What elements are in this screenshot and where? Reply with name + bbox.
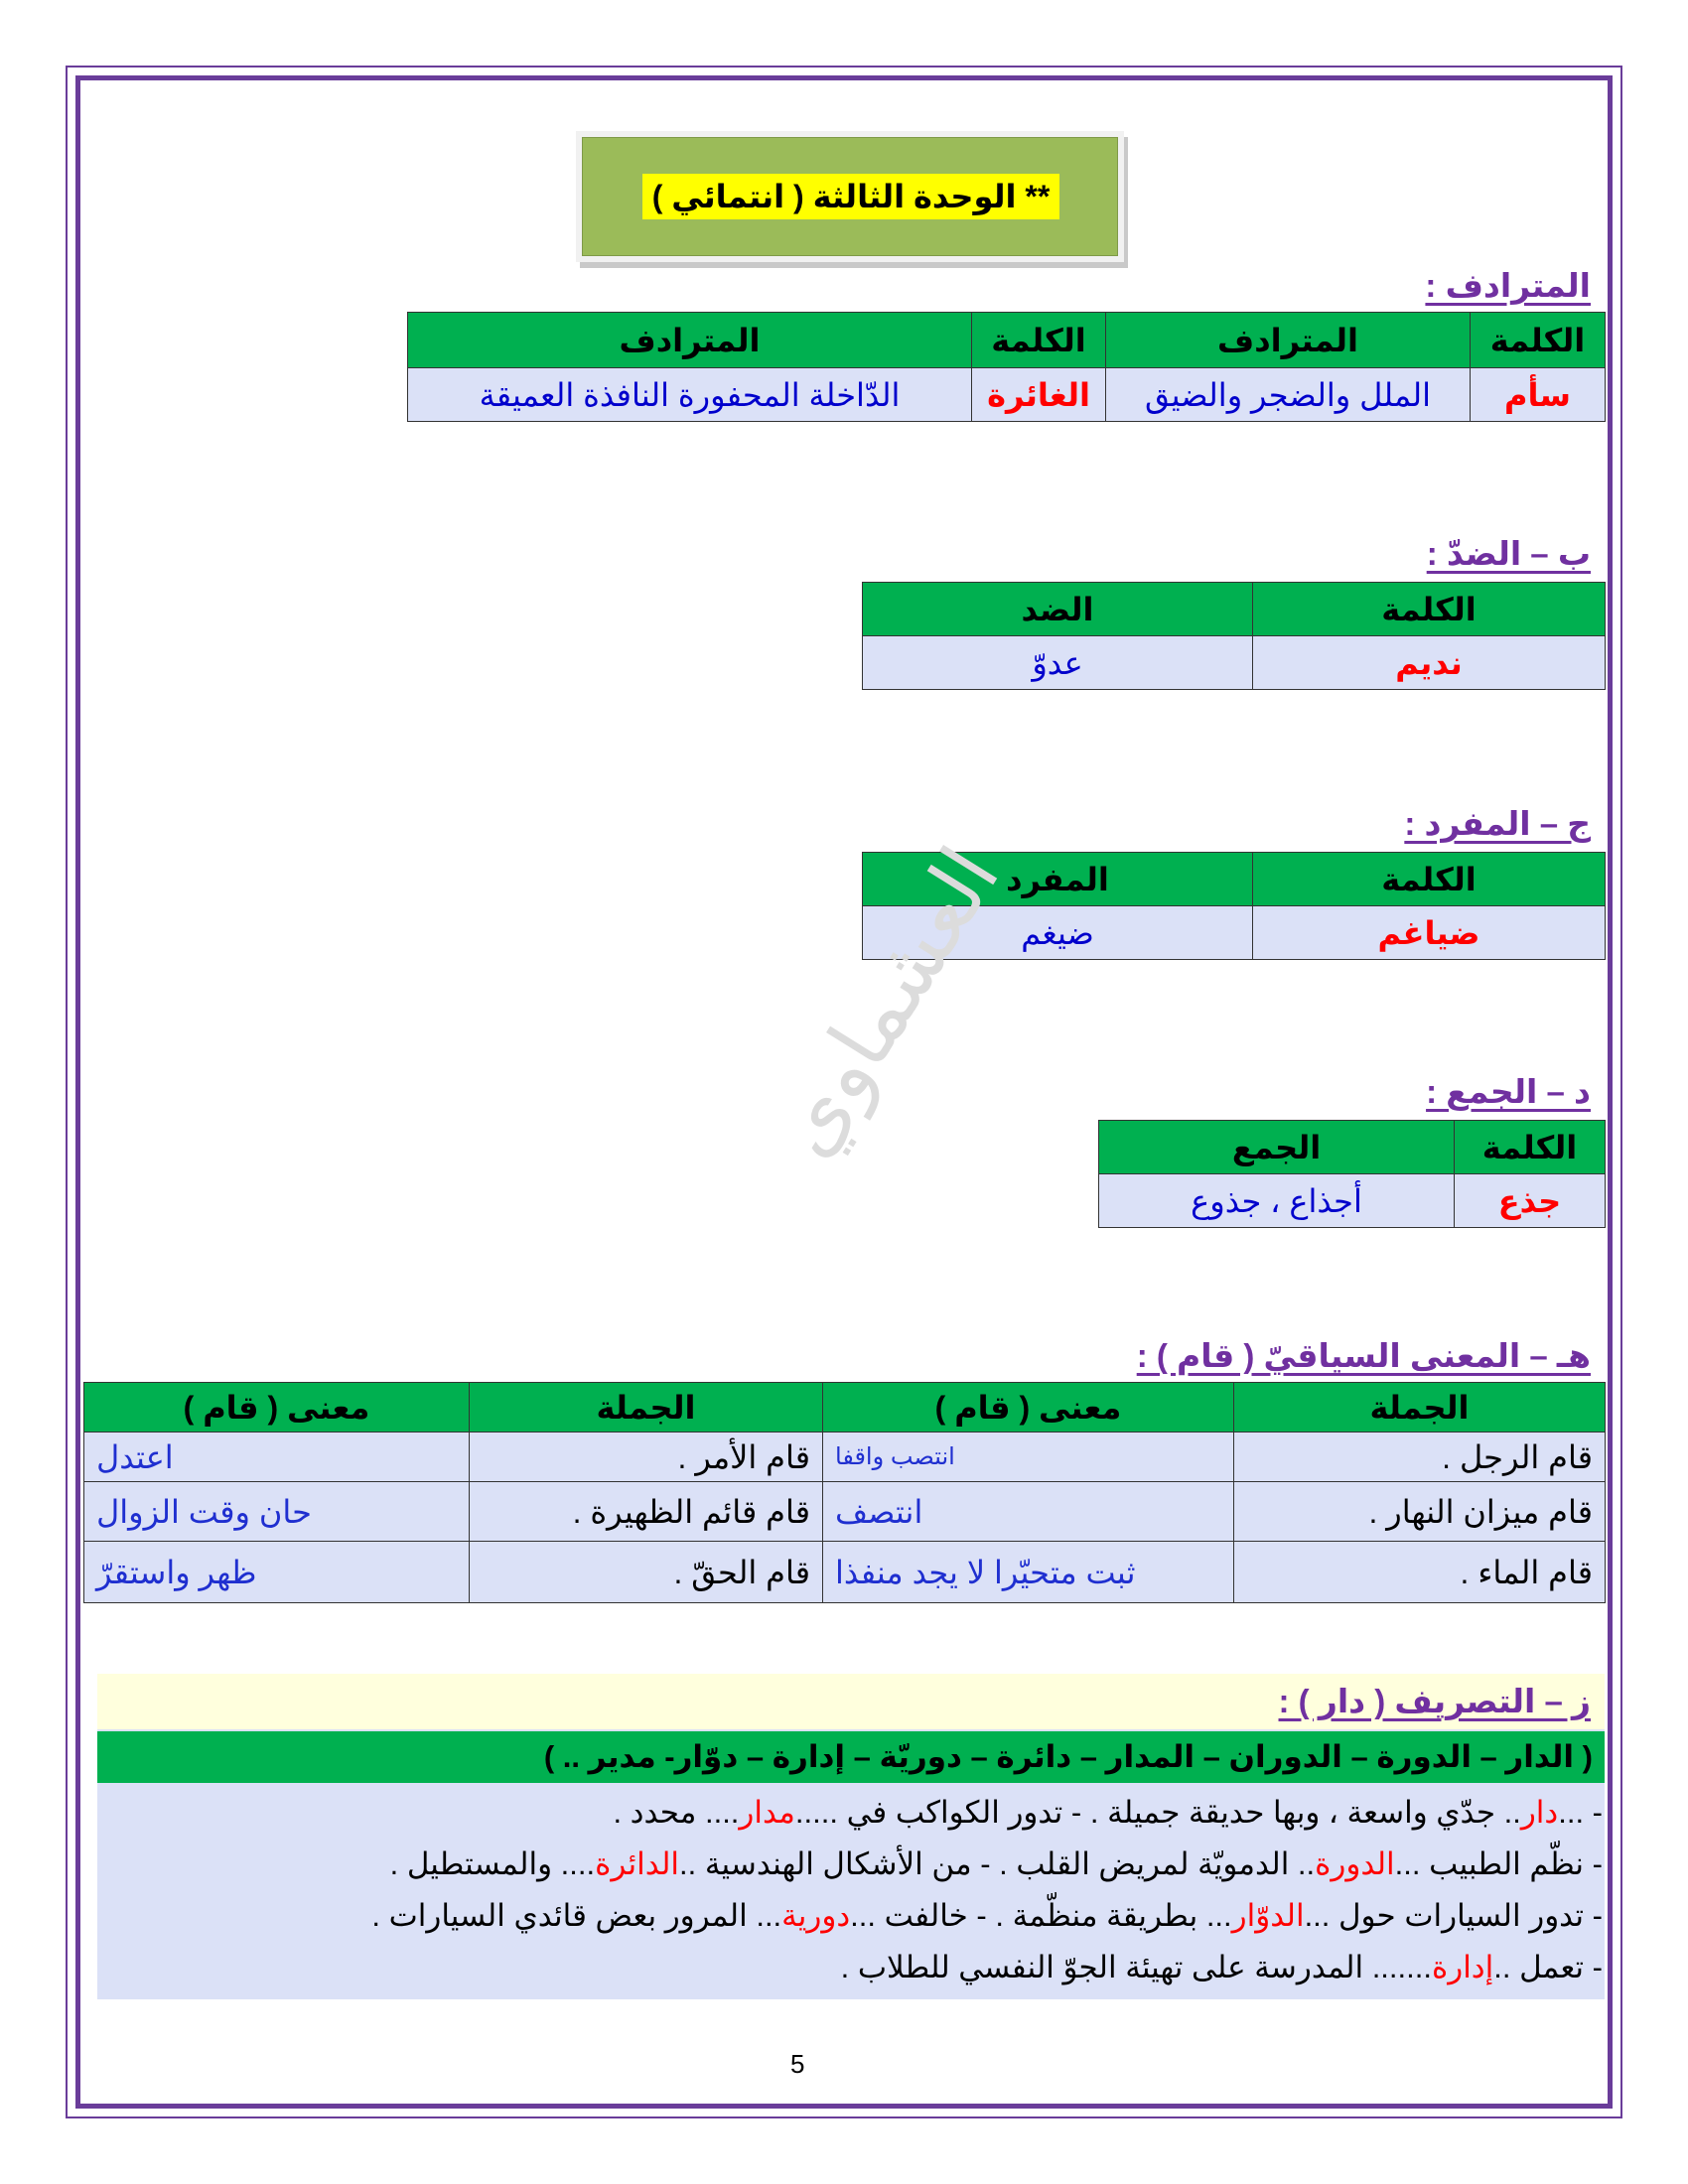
meaning-cell: حان وقت الزوال [84, 1482, 470, 1542]
synonyms-heading: المترادف : [1425, 267, 1591, 304]
word-cell: ضياغم [1253, 906, 1606, 960]
context-heading: هـ – المعنى السياقيّ ( قام ) : [1136, 1337, 1591, 1374]
conjugation-line: - ...دار.. جدّي واسعة ، وبها حديقة جميلة . - تدور الكواكب في .....مدار.... محدد . [613, 1795, 1603, 1830]
singular-heading: ج – المفرد : [1404, 805, 1591, 842]
word-cell: الغائرة [972, 368, 1106, 422]
sentence-cell: قام الحقّ . [470, 1542, 823, 1603]
header-cell: معنى ( قام ) [84, 1383, 470, 1433]
conjugation-line: - نظّم الطبيب ...الدورة.. الدمويّة لمريض القلب . - من الأشكال الهندسية ..الدائرة.... والمستطيل . [389, 1846, 1603, 1881]
antonyms-heading: ب – الضدّ : [1426, 535, 1591, 572]
header-cell: المترادف [408, 313, 972, 368]
sentence-cell: قام الماء . [1234, 1542, 1606, 1603]
sentence-cell: قام الأمر . [470, 1433, 823, 1482]
sentence-cell: قام الرجل . [1234, 1433, 1606, 1482]
singular-cell: ضيغم [863, 906, 1253, 960]
header-cell: الكلمة [1253, 583, 1606, 636]
word-cell: نديم [1253, 636, 1606, 690]
plural-heading: د – الجمع : [1426, 1073, 1591, 1110]
antonyms-table [862, 582, 1606, 690]
plural-table [1098, 1120, 1606, 1228]
unit-title: ** الوحدة الثالثة ( انتمائي ) [651, 179, 1051, 214]
header-cell: الكلمة [1471, 313, 1606, 368]
antonym-cell: عدوّ [863, 636, 1253, 690]
header-cell: الجمع [1099, 1121, 1455, 1174]
header-cell: الضد [863, 583, 1253, 636]
header-cell: الكلمة [1253, 853, 1606, 906]
word-cell: سأم [1471, 368, 1606, 422]
header-cell: الجملة [1234, 1383, 1606, 1433]
header-cell: الكلمة [1455, 1121, 1606, 1174]
meaning-cell: انتصف [823, 1482, 1234, 1542]
meaning-cell: ثبت متحيّرا لا يجد منفذا [823, 1542, 1234, 1603]
watermark: العشماوي [754, 830, 1019, 1173]
unit-title-box [582, 137, 1118, 256]
conjugation-words: ( الدار – الدورة – الدوران – المدار – دائرة – دوريّة – إدارة – دوّار- مدير .. ) [97, 1731, 1605, 1783]
header-cell: معنى ( قام ) [823, 1383, 1234, 1433]
header-cell: الكلمة [972, 313, 1106, 368]
meaning-cell: ظهر واستقرّ [84, 1542, 470, 1603]
meaning-cell: انتصب واقفا [823, 1433, 1234, 1482]
sentence-cell: قام ميزان النهار . [1234, 1482, 1606, 1542]
meaning-cell: اعتدل [84, 1433, 470, 1482]
context-table [83, 1382, 1606, 1603]
page-number: 5 [790, 2049, 805, 2079]
conjugation-line: - تعمل ..إدارة....... المدرسة على تهيئة الجوّ النفسي للطلاب . [840, 1950, 1603, 1984]
synonyms-table [407, 312, 1606, 422]
synonym-cell: الدّاخلة المحفورة النافذة العميقة [408, 368, 972, 422]
conjugation-heading: ز – التصريف ( دار ) : [1278, 1683, 1591, 1719]
header-cell: المترادف [1106, 313, 1471, 368]
header-cell: المفرد [863, 853, 1253, 906]
plural-cell: أجذاع ، جذوع [1099, 1174, 1455, 1228]
conjugation-line: - تدور السيارات حول ...الدوّار... بطريقة منظّمة . - خالفت ...دورية... المرور بعض قائدي السيارات . [371, 1898, 1603, 1933]
sentence-cell: قام قائم الظهيرة . [470, 1482, 823, 1542]
synonym-cell: الملل والضجر والضيق [1106, 368, 1471, 422]
word-cell: جذع [1455, 1174, 1606, 1228]
header-cell: الجملة [470, 1383, 823, 1433]
